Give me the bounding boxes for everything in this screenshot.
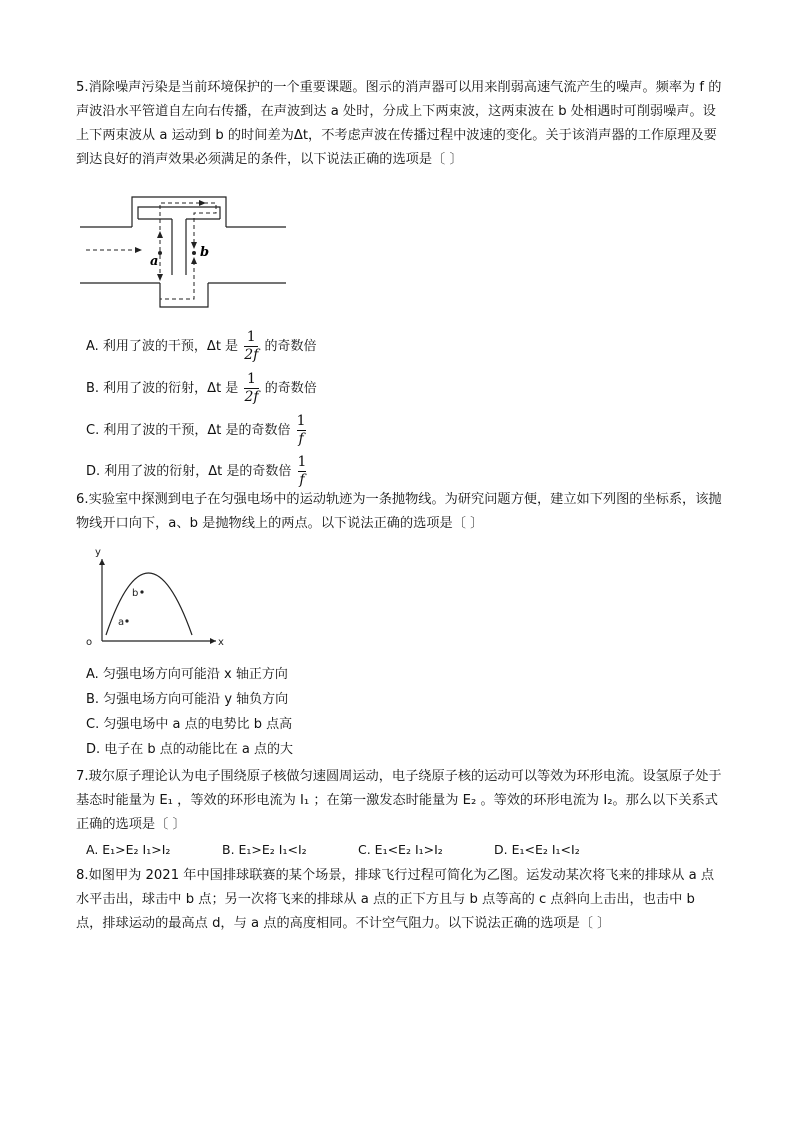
q5-stem: 5.消除噪声污染是当前环境保护的一个重要课题。图示的消声器可以用来削弱高速气流产生的噪声。频率为 f 的声波沿水平管道自左向右传播，在声波到达 a 处时，分成上下两束波，这两束波在 b 处相遇时可削弱噪声。设上下两束波从 a 运动到 b 的时间差为Δt，不考虑声波在传播过程中波速的变化。关于该消声器的工作原理及要到达良好的消声效果必须满足的条件，以下说法正确的选项是〔 〕	[76, 80, 722, 167]
q7-stem: 7.玻尔原子理论认为电子围绕原子核做匀速圆周运动，电子绕原子核的运动可以等效为环形电流。设氢原子处于基态时能量为 E₁ ，等效的环形电流为 I₁ ；在第一激发态时能量为 E₂ 。等效的环形电流为 I₂。那么以下关系式正确的选项是〔 〕	[76, 769, 722, 832]
q6-option-a[interactable]: A. 匀强电场方向可能沿 x 轴正方向	[86, 667, 288, 682]
q6-option-b[interactable]: B. 匀强电场方向可能沿 y 轴负方向	[86, 692, 289, 707]
parabola-graph	[84, 545, 230, 649]
q8-stem: 8.如图甲为 2021 年中国排球联赛的某个场景，排球飞行过程可简化为乙图。运发动某次将飞来的排球从 a 点水平击出，球击中 b 点；另一次将飞来的排球从 a 点的正下方且与 b 点等高的 c 点斜向上击出，也击中 b 点，排球运动的最高点 d，与 a 点的高度相同。不计空气阻力。以下说法正确的选项是〔 〕	[76, 868, 715, 931]
origin-label: o	[86, 637, 93, 648]
fraction: $\frac{1}{f}$	[296, 413, 306, 447]
axis-y-label: y	[95, 547, 101, 558]
q7-option-a[interactable]: A. E₁>E₂ I₁>I₂	[86, 842, 171, 857]
q6-stem: 6.实验室中探测到电子在匀强电场中的运动轨迹为一条抛物线。为研究问题方便，建立如下列图的坐标系，该抛物线开口向下，a、b 是抛物线上的两点。以下说法正确的选项是〔 〕	[76, 492, 722, 531]
q6-option-c[interactable]: C. 匀强电场中 a 点的电势比 b 点高	[86, 717, 293, 732]
q7-option-b[interactable]: B. E₁>E₂ I₁<I₂	[222, 842, 307, 857]
fraction: $\frac{1}{2f}$	[244, 329, 259, 363]
q5-option-c[interactable]: C. 利用了波的干预，Δt 是的奇数倍 $\frac{1}{f}$	[86, 413, 306, 447]
q7-option-d[interactable]: D. E₁<E₂ I₁<I₂	[494, 842, 580, 857]
axis-x-label: x	[218, 637, 224, 648]
q5-option-a[interactable]: A. 利用了波的干预，Δt 是 $\frac{1}{2f}$ 的奇数倍	[86, 329, 317, 363]
label-a: a	[150, 254, 159, 269]
fraction: $\frac{1}{2f}$	[244, 371, 259, 405]
q7-option-c[interactable]: C. E₁<E₂ I₁>I₂	[358, 842, 443, 857]
q5-option-b[interactable]: B. 利用了波的衍射，Δt 是 $\frac{1}{2f}$ 的奇数倍	[86, 371, 317, 405]
muffler-diagram	[76, 193, 290, 313]
fraction: $\frac{1}{f}$	[297, 454, 307, 488]
label-b: b	[200, 245, 210, 260]
point-b-label: b	[132, 588, 139, 599]
point-a-label: a	[118, 617, 125, 628]
q5-option-d[interactable]: D. 利用了波的衍射，Δt 是的奇数倍 $\frac{1}{f}$	[86, 454, 307, 488]
q6-option-d[interactable]: D. 电子在 b 点的动能比在 a 点的大	[86, 742, 294, 757]
